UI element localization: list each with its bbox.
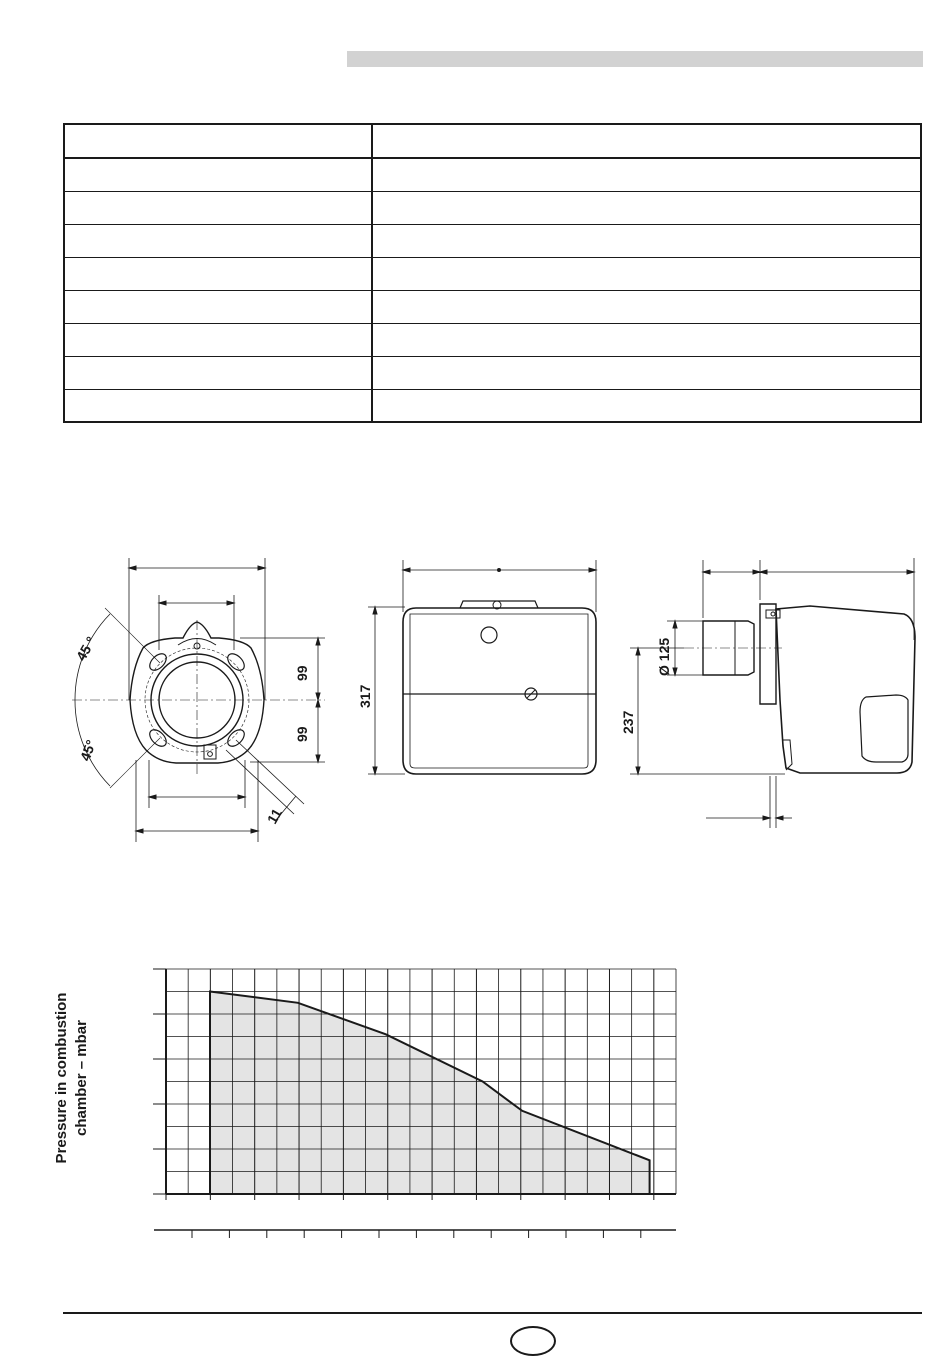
profile-view-burner-drawing bbox=[630, 558, 915, 828]
chart-ylabel-line1: Pressure in combustion bbox=[53, 992, 70, 1164]
side-view-burner-drawing bbox=[368, 560, 596, 774]
dim-upper-half: 99 bbox=[294, 665, 310, 681]
dim-overall-height: 317 bbox=[357, 684, 373, 708]
dim-angle-bottom: 45° bbox=[76, 737, 100, 764]
firing-rate-chart bbox=[153, 969, 676, 1238]
chart-ylabel-line2: chamber – mbar bbox=[73, 1020, 90, 1136]
dim-slot-width: 11 bbox=[263, 805, 286, 827]
footer-rule bbox=[63, 1312, 922, 1314]
front-view-flange-drawing bbox=[72, 558, 325, 842]
dim-tube-diameter: Ø 125 bbox=[656, 637, 672, 676]
dim-axis-height: 237 bbox=[620, 710, 636, 734]
dim-angle-top: 45 ° bbox=[72, 633, 100, 664]
dim-lower-half: 99 bbox=[294, 726, 310, 742]
page-number-oval bbox=[510, 1326, 556, 1356]
chart-ylabel bbox=[52, 978, 124, 1178]
chart-area-fill bbox=[210, 992, 650, 1195]
